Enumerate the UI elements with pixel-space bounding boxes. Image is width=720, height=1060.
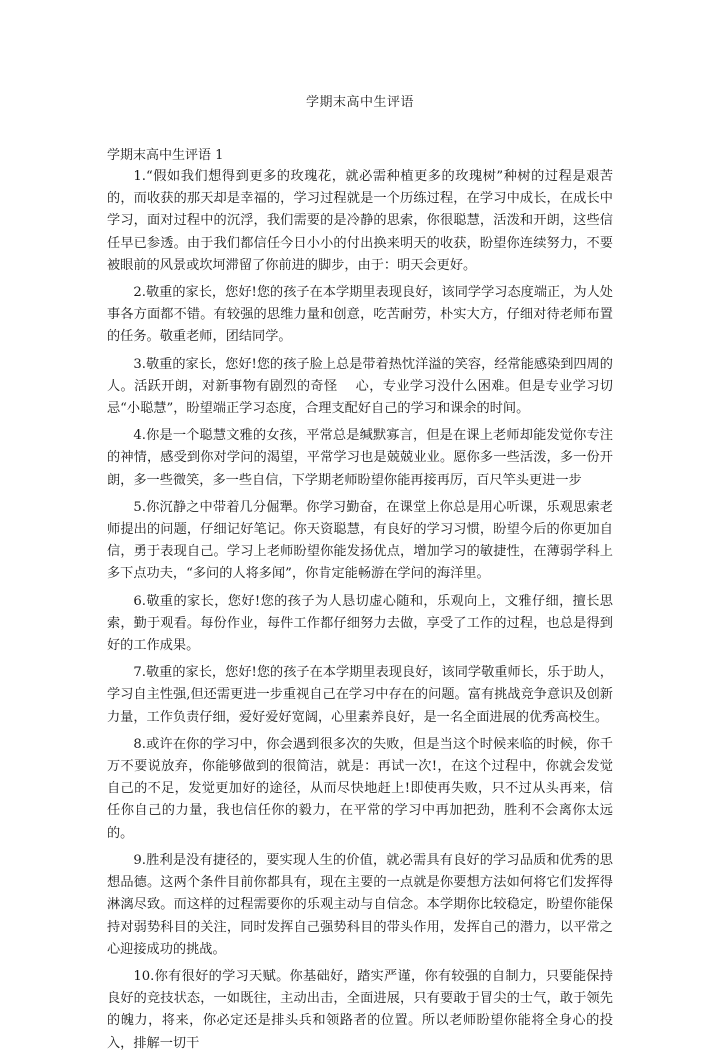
section-heading: 学期末高中生评语 1 (107, 148, 224, 163)
paragraph-6: 6.敬重的家长，您好!您的孩子为人恳切虚心随和，乐观向上，文雅仔细，擅长思索，勤于观看。每份作业，每件工作都仔细努力去做，享受了工作的过程，也总是得到好的工作成果。 (107, 593, 613, 654)
paragraph-3: 3.敬重的家长，您好!您的孩子脸上总是带着热忱洋溢的笑容，经常能感染到四周的人。活跃开朗，对新事物有剧烈的奇怪 心，专业学习没什么困难。但是专业学习切忌“小聪慧”，盼望端正学习态度，合理支配好自己的学习和课余的时间。 (107, 356, 613, 417)
paragraph-8: 8.或许在你的学习中，你会遇到很多次的失败，但是当这个时候来临的时候，你千万不要说放弃，你能够做到的很简洁，就是：再试一次!，在这个过程中，你就会发觉自己的不足，发觉更加好的途径，从而尽快地赶上!即使再失败，只不过从头再来，信任你自己的力量，我也信任你的毅力，在平常的学习中再加把劲，胜利不会离你太远的。 (107, 736, 613, 841)
paragraph-7: 7.敬重的家长，您好!您的孩子在本学期里表现良好，该同学敬重师长，乐于助人，学习自主性强,但还需更进一步重视自己在学习中存在的问题。富有挑战竞争意识及创新力量，工作负责仔细，爱好爱好宽阔，心里素养良好，是一名全面进展的优秀高校生。 (107, 665, 613, 725)
paragraph-2: 2.敬重的家长，您好!您的孩子在本学期里表现良好，该同学学习态度端正，为人处事各方面都不错。有较强的思维力量和创意，吃苦耐劳，朴实大方，仔细对待老师布置的任务。敬重老师，团结同学。 (107, 285, 613, 345)
paragraph-10: 10.你有很好的学习天赋。你基础好，踏实严谨，你有较强的自制力，只要能保持良好的竞技状态，一如既往，主动出击，全面进展，只有要敢于冒尖的士气，敢于领先的魄力，将来，你必定还是排头兵和领路者的位置。所以老师盼望你能将全身心的投入，排解一切干 (107, 968, 613, 1051)
paragraph-4: 4.你是一个聪慧文雅的女孩，平常总是缄默寡言，但是在课上老师却能发觉你专注的神情，感受到你对学问的渴望，平常学习也是兢兢业业。愿你多一些活泼，多一份开朗，多一些微笑，多一些自信，下学期老师盼望你能再接再厉，百尺竿头更进一步 (107, 428, 613, 488)
paragraph-9: 9.胜利是没有捷径的，要实现人生的价值，就必需具有良好的学习品质和优秀的思想品德。这两个条件目前你都具有，现在主要的一点就是你要想方法如何将它们发挥得淋漓尽致。而这样的过程需要你的乐观主动与自信念。本学期你比较稳定，盼望你能保持对弱势科目的关注，同时发挥自己强势科目的带头作用，发挥自己的潜力，以平常之心迎接成功的挑战。 (107, 852, 613, 957)
paragraph-5: 5.你沉静之中带着几分倔犟。你学习勤奋，在课堂上你总是用心听课，乐观思索老师提出的问题，仔细记好笔记。你天资聪慧，有良好的学习习惯，盼望今后的你更加自信，勇于表现自己。学习上老师盼望你能发扬优点，增加学习的敏捷性，在薄弱学科上多下点功夫，“多问的人将多闻”，你肯定能畅游在学问的海洋里。 (107, 499, 613, 582)
paragraph-1: 1.“假如我们想得到更多的玫瑰花，就必需种植更多的玫瑰树”种树的过程是艰苦的，而收获的那天却是幸福的，学习过程就是一个历练过程，在学习中成长，在成长中学习，面对过程中的沉浮，我们需要的是冷静的思索，你很聪慧，活泼和开朗，这些信任早已参透。由于我们都信任今日小小的付出换来明天的收获，盼望你连续努力，不要被眼前的风景或坎坷滞留了你前进的脚步，由于：明天会更好。 (107, 169, 613, 273)
document-body (107, 166, 613, 1060)
document-title: 学期末高中生评语 (305, 95, 414, 110)
